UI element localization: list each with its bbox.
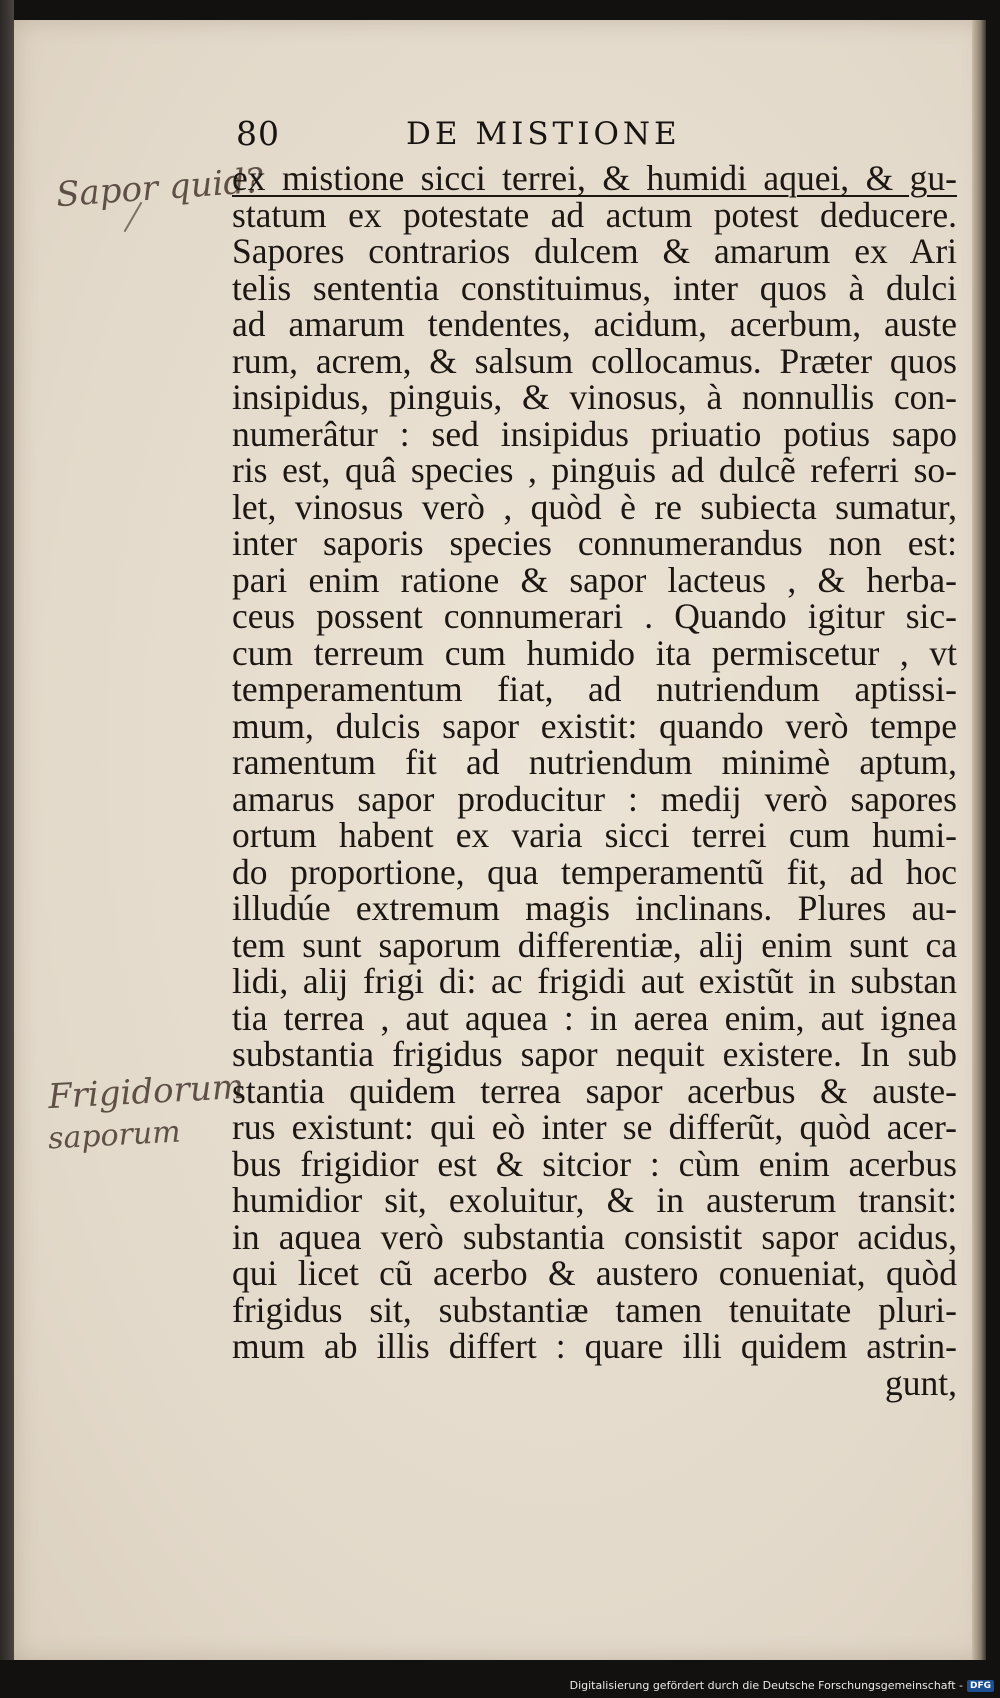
- text-line: insipidus, pinguis, & vinosus, à nonnullis con-: [232, 377, 957, 417]
- text-line-underlined: ex mistione sicci terrei, & humidi aquei, & gu-: [232, 158, 957, 198]
- body-text: [232, 160, 957, 1401]
- footer-credit: Digitalisierung gefördert durch die Deutsche Forschungsgemeinschaft -: [569, 1679, 963, 1692]
- text-line: bus frigidior est & sitcior : cùm enim acerbus: [232, 1143, 957, 1184]
- text-line: numerâtur : sed insipidus priuatio potius sapo: [232, 413, 957, 454]
- text-line: amarus sapor producitur : medij verò sapores: [232, 778, 957, 819]
- text-line: pari enim ratione & sapor lacteus , & herba-: [232, 559, 957, 600]
- text-line: temperamentum fiat, ad nutriendum aptissi-: [232, 669, 957, 709]
- text-line: mum, dulcis sapor existit: quando verò tempe: [232, 705, 957, 746]
- text-line: tia terrea , aut aquea : in aerea enim, aut ignea: [232, 997, 957, 1038]
- text-line: ris est, quâ species , pinguis ad dulcẽ referri so-: [232, 450, 957, 490]
- text-line: inter saporis species connumerandus non est:: [232, 523, 957, 563]
- text-line: ortum habent ex varia sicci terrei cum humi-: [232, 815, 957, 855]
- text-line: rum, acrem, & salsum collocamus. Præter quos: [232, 340, 957, 381]
- text-line: humidior sit, exoluitur, & in austerum transit:: [232, 1180, 957, 1220]
- text-line: rus existunt: qui eò inter se differũt, quòd acer-: [232, 1107, 957, 1147]
- marginal-note-saporum: saporum: [47, 1114, 182, 1157]
- running-head: DE MISTIONE: [406, 116, 681, 152]
- text-line: ad amarum tendentes, acidum, acerbum, auste: [232, 304, 957, 344]
- catchword: gunt,: [885, 1362, 957, 1403]
- page-number: 80: [236, 114, 280, 153]
- text-line: ceus possent connumerari . Quando igitur sic-: [232, 596, 957, 636]
- text-line: mum ab illis differt : quare illi quidem astrin-: [232, 1326, 957, 1366]
- page-header: [236, 110, 796, 158]
- text-line: telis sententia constituimus, inter quos à dulci: [232, 267, 957, 308]
- dfg-logo-icon: DFG: [967, 1680, 994, 1692]
- text-line: tem sunt saporum differentiæ, alij enim sunt ca: [232, 924, 957, 965]
- book-edge-left: [0, 0, 14, 1660]
- text-line: substantia frigidus sapor nequit existere. In sub: [232, 1034, 957, 1074]
- text-line: ramentum fit ad nutriendum minimè aptum,: [232, 742, 957, 782]
- text-line: qui licet cũ acerbo & austero conueniat, quòd: [232, 1253, 957, 1293]
- text-line: in aquea verò substantia consistit sapor acidus,: [232, 1216, 957, 1257]
- text-line: lidi, alij frigi di: ac frigidi aut existũt in substan: [232, 961, 957, 1001]
- text-line: do proportione, qua temperamentũ fit, ad hoc: [232, 851, 957, 892]
- text-line: Sapores contrarios dulcem & amarum ex Ari: [232, 231, 957, 271]
- text-line: cum terreum cum humido ita permiscetur , vt: [232, 632, 957, 673]
- text-line: illudúe extremum magis inclinans. Plures au-: [232, 888, 957, 928]
- marginal-note-frigidorum: Frigidorum: [47, 1066, 245, 1118]
- marginal-note-sapor: Sapor quid?: [54, 160, 265, 216]
- book-spine-shadow: [972, 20, 986, 1660]
- digitization-footer: [570, 1679, 994, 1692]
- text-line: stantia quidem terrea sapor acerbus & auste-: [232, 1070, 957, 1111]
- text-line: frigidus sit, substantiæ tamen tenuitate pluri-: [232, 1289, 957, 1330]
- text-line: statum ex potestate ad actum potest deducere.: [232, 194, 957, 235]
- text-line: let, vinosus verò , quòd è re subiecta sumatur,: [232, 486, 957, 527]
